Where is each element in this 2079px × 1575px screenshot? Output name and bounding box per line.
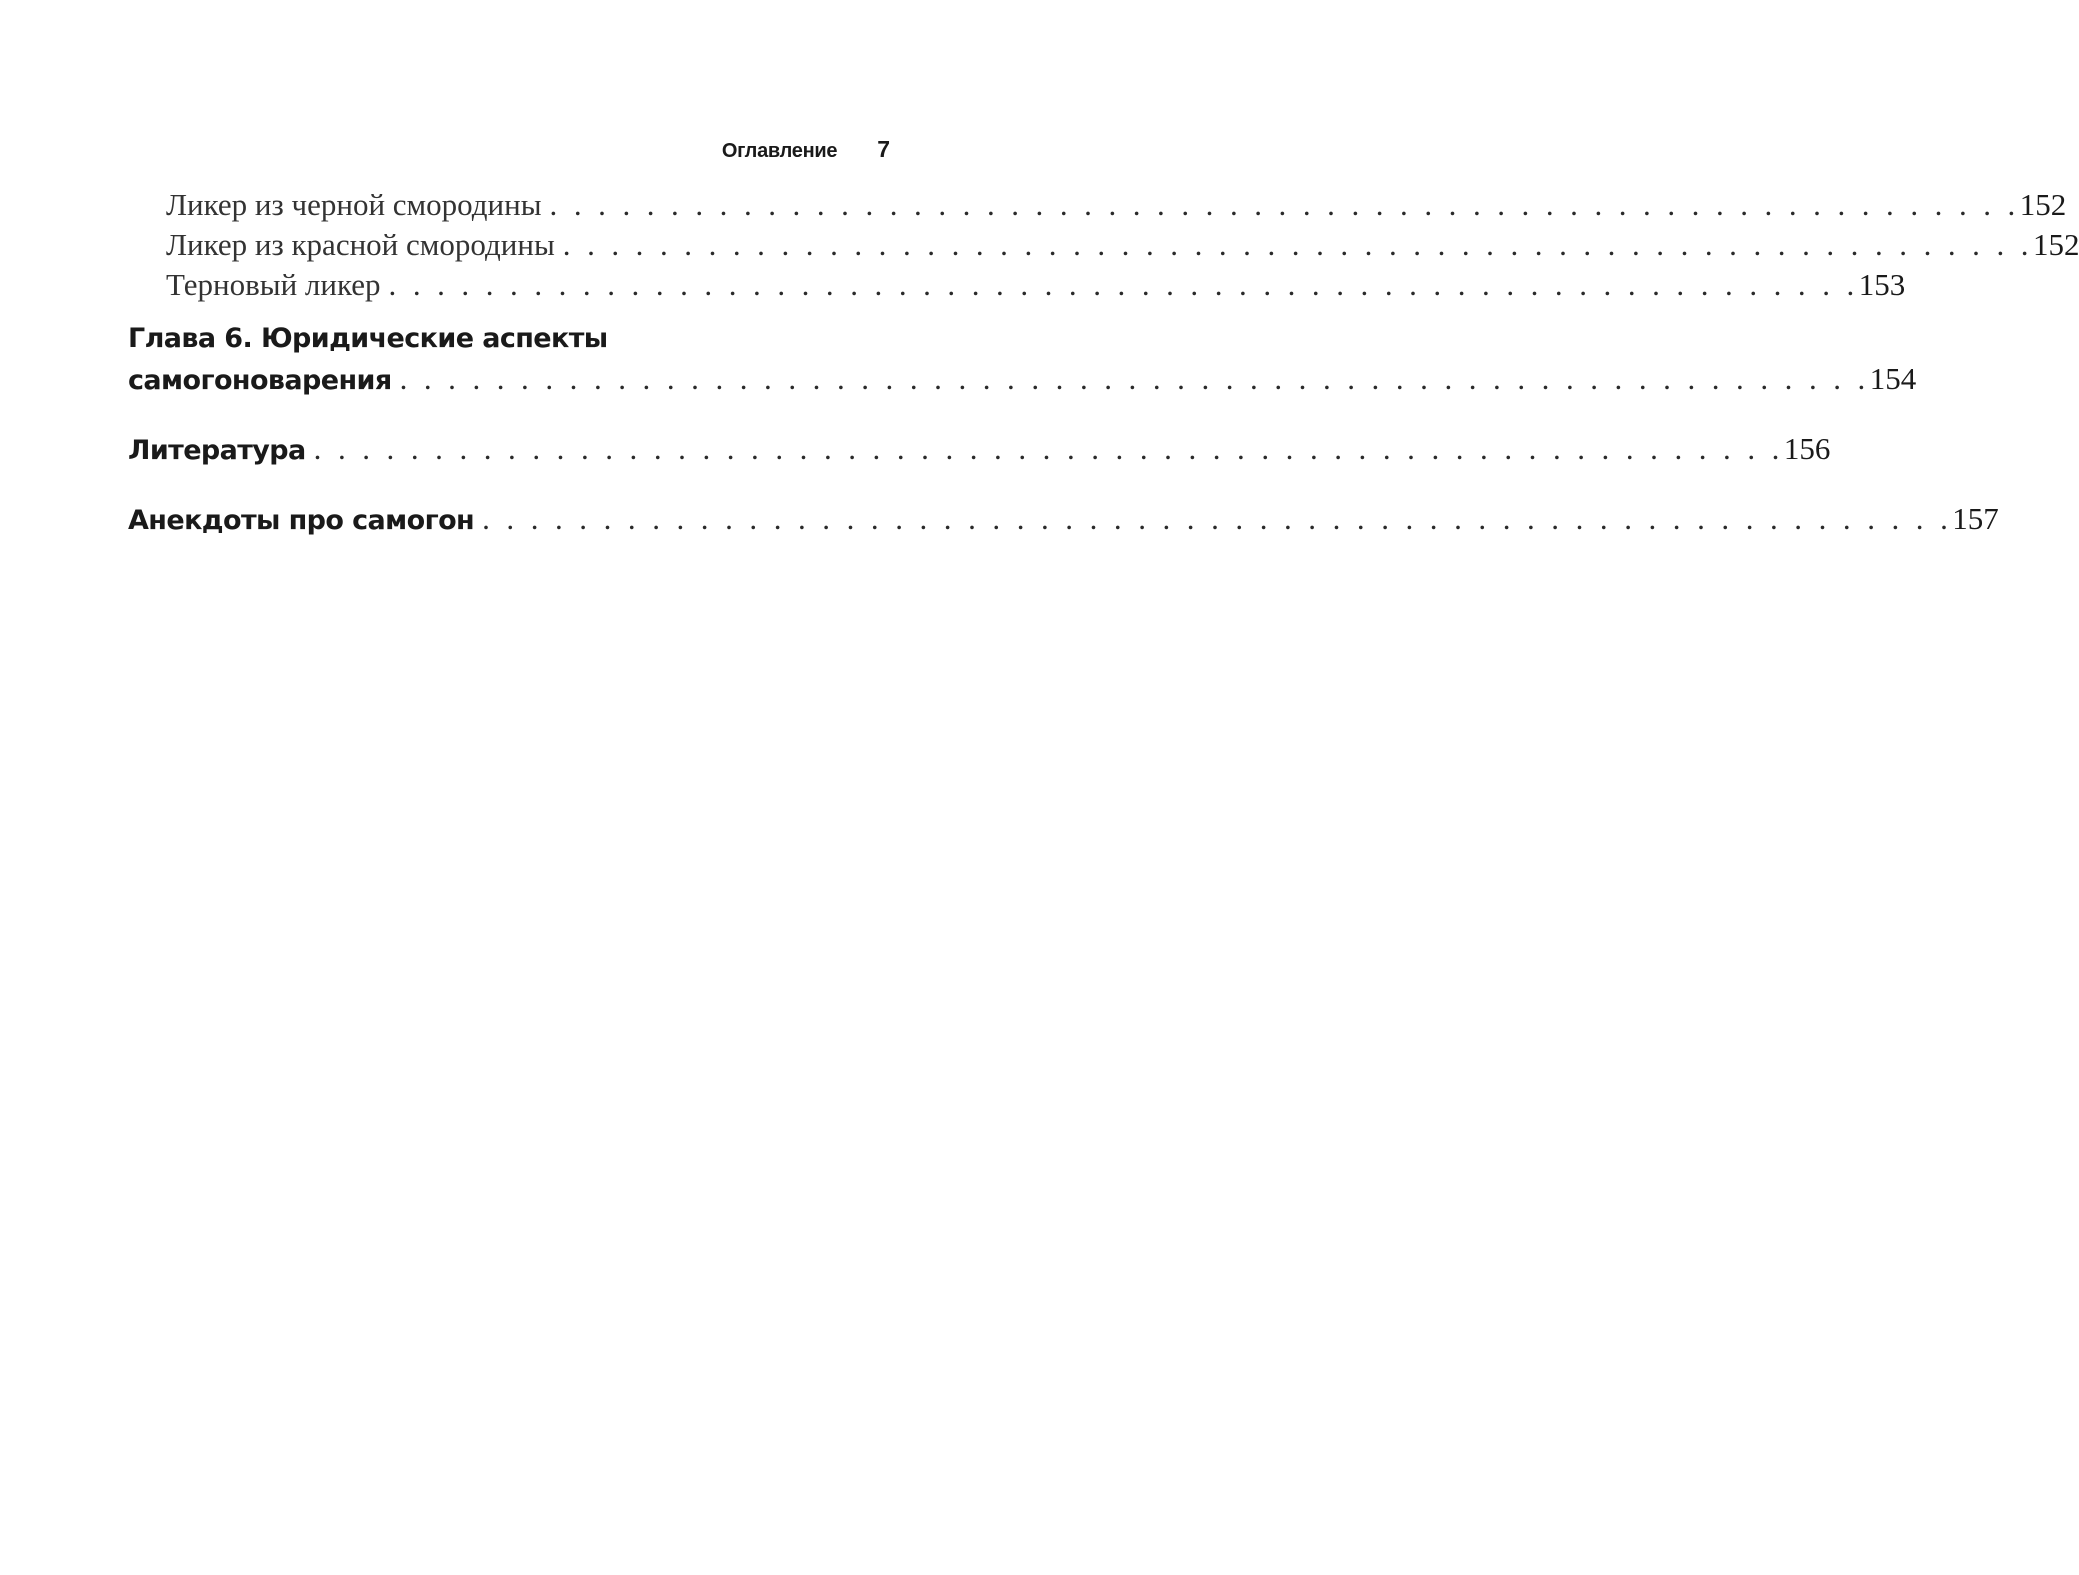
dot-leader: . . . . . . . . . . . . . . . . . . . . . . . . . . . . . . . . . . . . . . . . . . . . . . . . . . . . . . . . . . . . . (482, 501, 1953, 536)
toc-entry-page: 153 (1858, 267, 1906, 302)
toc-entry-title: Литература (128, 435, 306, 466)
dot-leader: . . . . . . . . . . . . . . . . . . . . . . . . . . . . . . . . . . . . . . . . . . . . . . . . . . . . . . . . . . . . . (562, 227, 2033, 262)
toc-entry-page: 157 (1952, 501, 1999, 536)
toc-entry-sloe-liqueur (128, 265, 1906, 305)
toc-entry-redcurrant-liqueur (128, 225, 2079, 265)
toc-entry-literature (128, 429, 1831, 471)
running-header-title: Оглавление (721, 140, 838, 162)
dot-leader: . . . . . . . . . . . . . . . . . . . . . . . . . . . . . . . . . . . . . . . . . . . . . . . . . . . . . . . . . . . . . (313, 431, 1784, 466)
toc-entry-page: 154 (1869, 361, 1917, 396)
page-number: 7 (877, 136, 890, 162)
toc-chapter-6-title-line: Глава 6. Юридические аспекты (128, 323, 608, 354)
toc-entry-chapter-6 (128, 359, 1917, 401)
toc-entry-title: Терновый ликер (166, 267, 381, 302)
toc-entry-title: самогоноварения (128, 365, 392, 396)
toc-entry-page: 156 (1783, 431, 1831, 466)
toc-entry-title: Анекдоты про самогон (128, 505, 475, 536)
table-of-contents (128, 185, 2079, 541)
running-header (722, 136, 890, 163)
toc-entry-jokes (128, 499, 1999, 541)
toc-entry-blackcurrant-liqueur (128, 185, 2067, 225)
toc-entry-title: Ликер из черной смородины (166, 187, 542, 222)
dot-leader: . . . . . . . . . . . . . . . . . . . . . . . . . . . . . . . . . . . . . . . . . . . . . . . . . . . . . . . . . . . . . (549, 187, 2020, 222)
dot-leader: . . . . . . . . . . . . . . . . . . . . . . . . . . . . . . . . . . . . . . . . . . . . . . . . . . . . . . . . . . . . . (399, 361, 1870, 396)
dot-leader: . . . . . . . . . . . . . . . . . . . . . . . . . . . . . . . . . . . . . . . . . . . . . . . . . . . . . . . . . . . . . (388, 267, 1859, 302)
toc-entry-page: 152 (2019, 187, 2067, 222)
toc-entry-title: Ликер из красной смородины (166, 227, 555, 262)
toc-entry-page: 152 (2032, 227, 2079, 262)
